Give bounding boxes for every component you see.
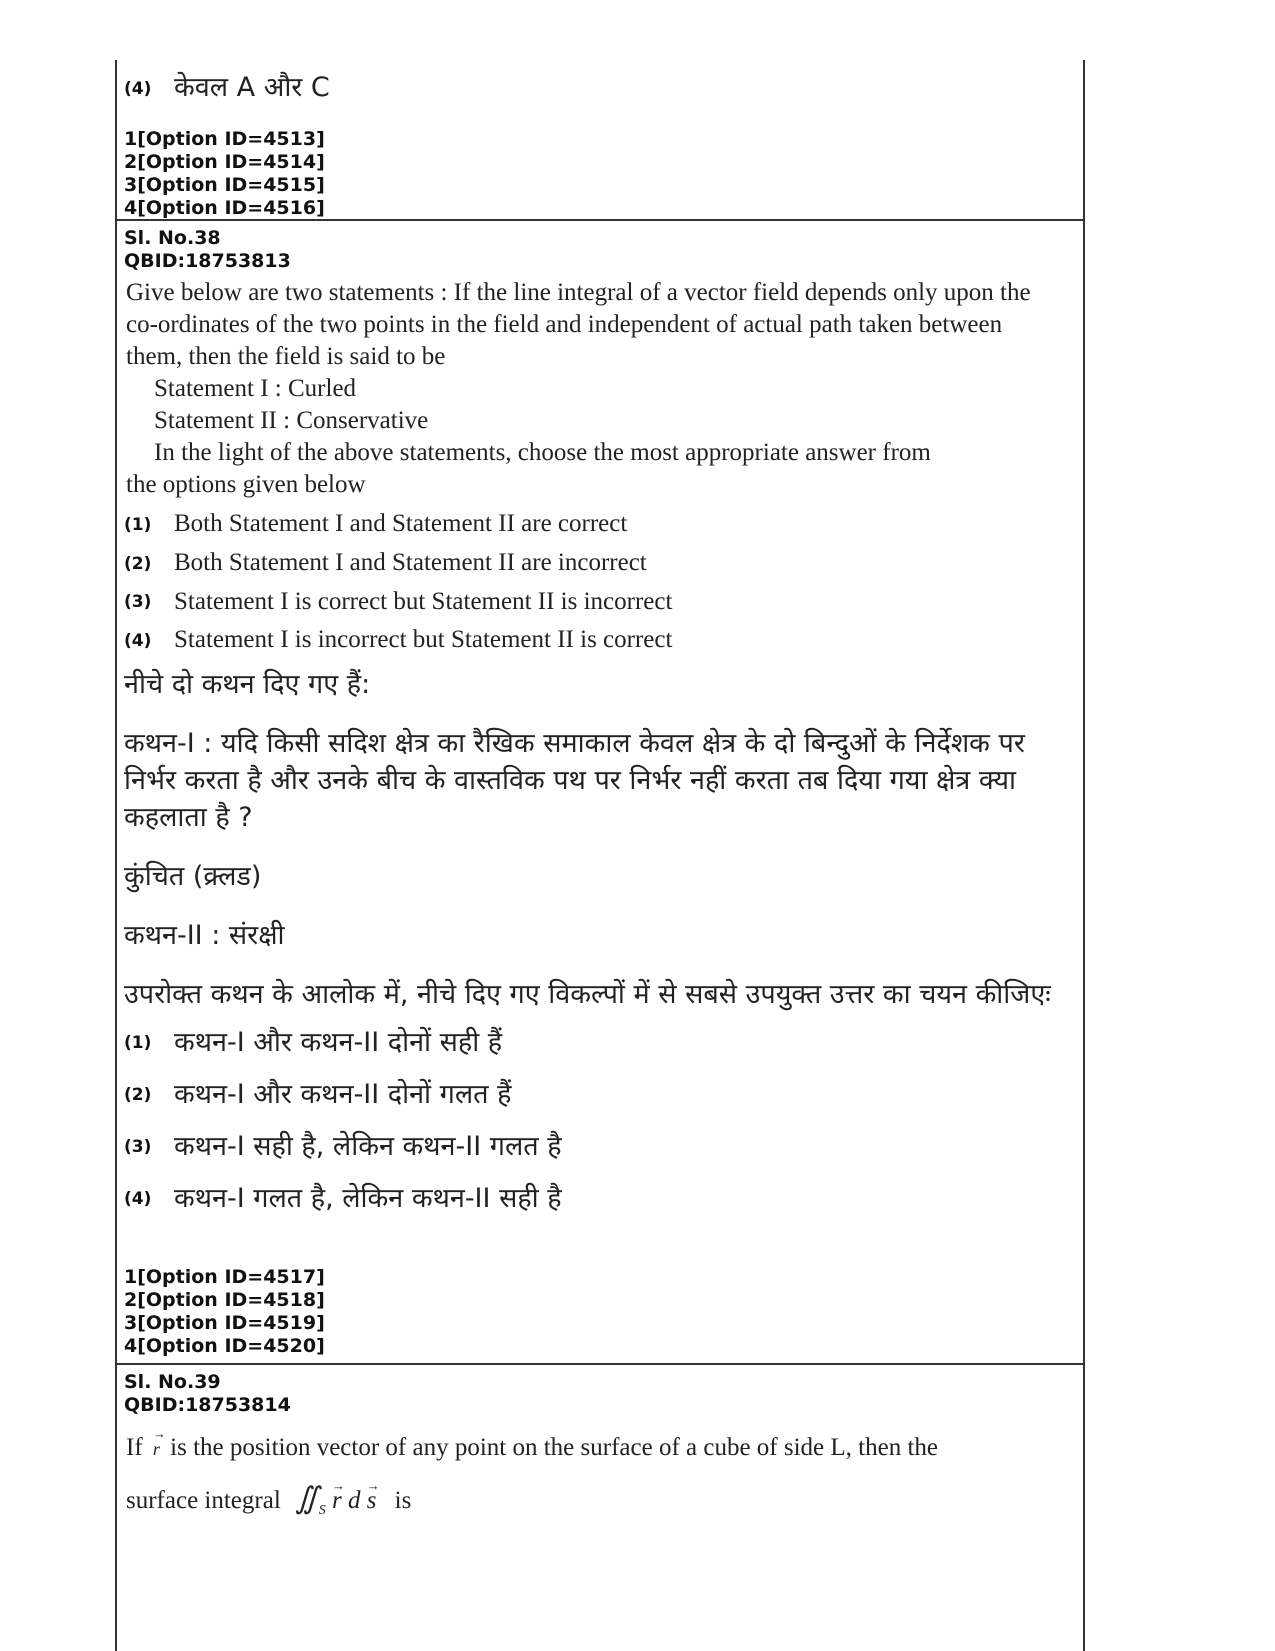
- option-text: Statement I is correct but Statement II is incorrect: [174, 587, 673, 615]
- option-id: 1[Option ID=4513]: [124, 127, 325, 150]
- question-text-english: [124, 277, 1063, 501]
- hindi-statement-1: कथन-I : यदि किसी सदिश क्षेत्र का रैखिक समाकाल केवल क्षेत्र के दो बिन्दुओं के निर्देशक पर निर्भर करता है और उनके बीच के वास्तविक पथ पर निर्भर नहीं करता तब दिया गया क्षेत्र क्या कहलाता है ?: [124, 728, 1025, 834]
- option-id: 3[Option ID=4519]: [124, 1312, 325, 1334]
- integrand-r: → r: [332, 1476, 342, 1526]
- option-id: 3[Option ID=4515]: [124, 173, 325, 196]
- text-if: If: [126, 1434, 143, 1461]
- previous-question-tail: [117, 60, 1083, 221]
- option-1: [124, 1017, 1083, 1069]
- position-vector-symbol: → r: [153, 1424, 160, 1474]
- option-4: [124, 1173, 1083, 1225]
- qbid: QBID:18753814: [124, 1394, 291, 1416]
- integrand-s: → s: [367, 1476, 377, 1526]
- serial-number: Sl. No.38: [124, 227, 221, 249]
- option-id-list: [124, 1266, 325, 1358]
- hindi-statement-2: कथन-II : संरक्षी: [124, 920, 285, 952]
- english-options: [124, 505, 1083, 660]
- text-surface-integral: surface integral: [126, 1487, 281, 1514]
- option-number: (1): [124, 514, 152, 535]
- hindi-intro: नीचे दो कथन दिए गए हैं:: [124, 669, 371, 701]
- option-text: Both Statement I and Statement II are incorrect: [174, 548, 647, 576]
- option-number: (1): [124, 1033, 152, 1054]
- option-3: [124, 583, 1083, 622]
- option-number: (4): [124, 631, 152, 652]
- question-line-1: [126, 1423, 1063, 1474]
- option-text: केवल A और C: [174, 72, 330, 103]
- question-text-hindi: [124, 666, 1063, 1013]
- integral-subscript: S: [318, 1503, 326, 1518]
- option-number: (4): [124, 1189, 152, 1210]
- option-id: 4[Option ID=4516]: [124, 196, 325, 219]
- option-text: Both Statement I and Statement II are correct: [174, 510, 628, 537]
- question-line-2: [126, 1474, 1063, 1536]
- option-4: [124, 621, 1083, 660]
- text-is: is: [394, 1487, 412, 1514]
- hindi-curled: कुंचित (क्र्लड): [124, 861, 262, 893]
- option-text: Statement I is incorrect but Statement II is correct: [174, 626, 673, 654]
- hindi-instruction: उपरोक्त कथन के आलोक में, नीचे दिए गए विकल्पों में से सबसे उपयुक्त उत्तर का चयन कीजिएः: [124, 979, 1051, 1011]
- option-number: (3): [124, 592, 152, 613]
- option-1: [124, 505, 1083, 544]
- text-rest: is the position vector of any point on the surface of a cube of side L, then the: [170, 1434, 939, 1461]
- option-id: 2[Option ID=4518]: [124, 1289, 325, 1311]
- option-number: (2): [124, 553, 152, 574]
- question-text-english: [124, 1423, 1063, 1536]
- option-id: 1[Option ID=4517]: [124, 1266, 325, 1288]
- question-stem: Give below are two statements : If the line integral of a vector field depends only upon the co-ordinates of the two points in the field and independent of actual path taken between them, then the field is said to be: [126, 279, 1031, 370]
- serial-number: Sl. No.39: [124, 1371, 221, 1393]
- option-text: कथन-I और कथन-II दोनों गलत हैं: [174, 1079, 512, 1111]
- option-id: 2[Option ID=4514]: [124, 150, 325, 173]
- option-2: [124, 544, 1083, 583]
- option-text: कथन-I और कथन-II दोनों सही हैं: [174, 1027, 503, 1059]
- option-4-hindi: [124, 65, 1083, 112]
- option-number: (2): [124, 1085, 152, 1106]
- instruction: In the light of the above statements, choose the most appropriate answer from: [154, 439, 931, 466]
- option-text: कथन-I सही है, लेकिन कथन-II गलत है: [174, 1131, 562, 1163]
- integral-sign: ∬: [295, 1482, 319, 1515]
- option-number: (4): [124, 78, 152, 99]
- hindi-options: [124, 1017, 1083, 1225]
- option-2: [124, 1069, 1083, 1121]
- question-sheet: [115, 60, 1085, 1651]
- option-id: 4[Option ID=4520]: [124, 1335, 325, 1357]
- question-39: [117, 1365, 1083, 1645]
- integrand-d: d: [347, 1487, 361, 1514]
- integral-expression: [295, 1482, 383, 1518]
- option-number: (3): [124, 1137, 152, 1158]
- option-3: [124, 1121, 1083, 1173]
- statement-1: Statement I : Curled: [154, 375, 357, 402]
- instruction-cont: the options given below: [126, 471, 366, 498]
- statement-2: Statement II : Conservative: [154, 407, 429, 434]
- qbid: QBID:18753813: [124, 250, 291, 272]
- option-id-list: [124, 128, 1083, 220]
- option-text: कथन-I गलत है, लेकिन कथन-II सही है: [174, 1183, 562, 1215]
- question-38: [117, 221, 1083, 1365]
